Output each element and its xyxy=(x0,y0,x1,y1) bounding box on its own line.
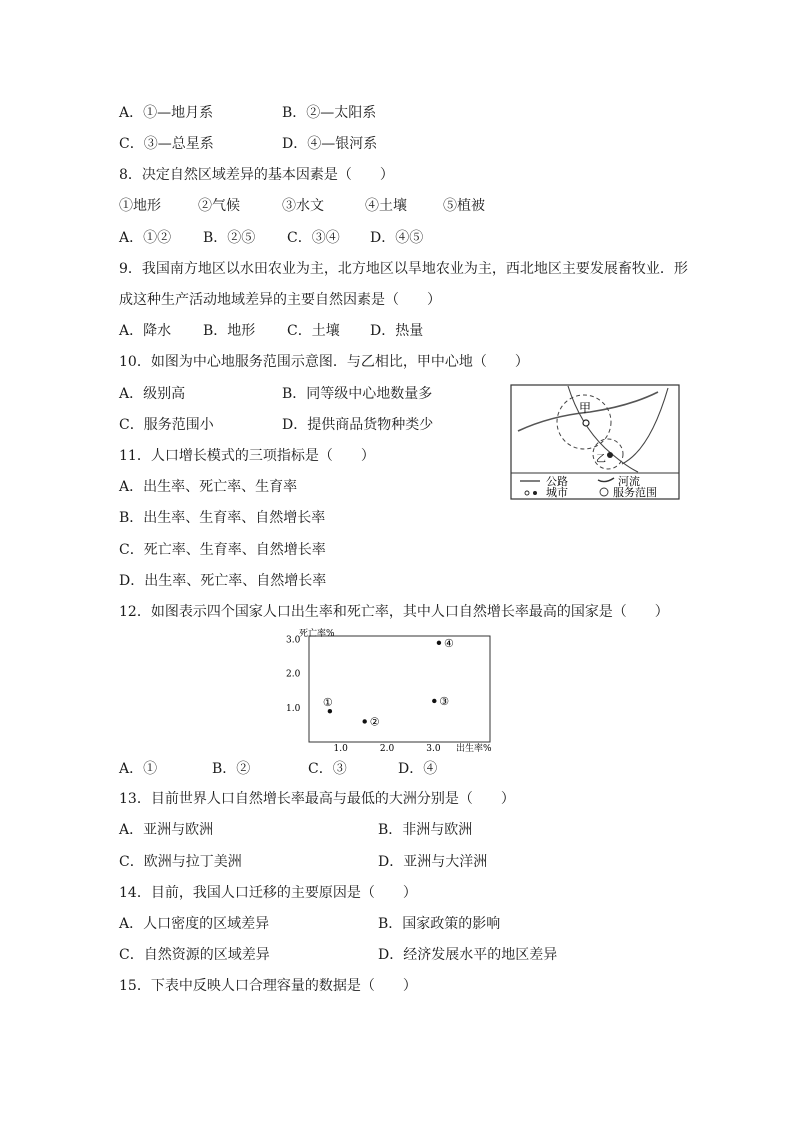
q9-option-a: A．降水 xyxy=(119,323,172,339)
q8-option-c: C．③④ xyxy=(287,230,340,246)
q10-option-c: C．服务范围小 xyxy=(119,417,214,433)
q11-option-c: C．死亡率、生育率、自然增长率 xyxy=(119,542,326,558)
q9-option-b: B．地形 xyxy=(203,323,256,339)
q12-option-a: A．① xyxy=(119,761,158,777)
q13-stem: 13．目前世界人口自然增长率最高与最低的大洲分别是（ ） xyxy=(119,791,515,807)
q13-option-c: C．欧洲与拉丁美洲 xyxy=(119,854,242,870)
q14-option-a: A．人口密度的区域差异 xyxy=(119,916,270,932)
q8-stem: 8．决定自然区域差异的基本因素是（ ） xyxy=(119,167,394,183)
q11-option-d: D．出生率、死亡率、自然增长率 xyxy=(119,573,327,589)
legend-river: 河流 xyxy=(618,475,640,488)
data-point-4 xyxy=(437,641,441,645)
q12-option-c: C．③ xyxy=(308,761,347,777)
q7-option-b: B．②—太阳系 xyxy=(282,105,377,121)
legend-road: 公路 xyxy=(546,475,568,488)
q14-option-d: D．经济发展水平的地区差异 xyxy=(378,947,558,963)
q8-item-3: ③水文 xyxy=(282,198,324,214)
data-point-label-1: ① xyxy=(322,696,333,710)
city-yi xyxy=(607,452,613,458)
x-axis-label: 出生率% xyxy=(456,744,492,754)
q8-item-2: ②气候 xyxy=(198,198,240,214)
label-yi: 乙 xyxy=(596,454,606,465)
data-point-3 xyxy=(432,699,436,703)
q10-stem: 10．如图为中心地服务范围示意图．与乙相比，甲中心地（ ） xyxy=(119,354,529,370)
q9-option-d: D．热量 xyxy=(370,323,424,339)
x-tick-label: 2.0 xyxy=(379,744,395,754)
q11-option-a: A．出生率、死亡率、生育率 xyxy=(119,479,298,495)
city-jia xyxy=(583,420,589,426)
q8-option-b: B．②⑤ xyxy=(203,230,256,246)
q13-option-d: D．亚洲与大洋洲 xyxy=(378,854,488,870)
q13-option-a: A．亚洲与欧洲 xyxy=(119,822,214,838)
data-point-label-3: ③ xyxy=(439,694,450,708)
q9-stem-line-2: 成这种生产活动地域差异的主要自然因素是（ ） xyxy=(119,292,441,308)
data-point-label-4: ④ xyxy=(443,636,454,650)
q11-stem: 11．人口增长模式的三项指标是（ ） xyxy=(119,448,375,464)
legend-service: 服务范围 xyxy=(613,486,657,499)
q14-option-b: B．国家政策的影响 xyxy=(378,916,501,932)
data-point-1 xyxy=(328,709,332,713)
y-tick-label: 3.0 xyxy=(286,635,301,646)
x-tick-label: 3.0 xyxy=(426,744,441,754)
q8-option-a: A．①② xyxy=(119,230,172,246)
q7-option-c: C．③—总星系 xyxy=(119,136,214,152)
q10-option-a: A．级别高 xyxy=(119,386,186,402)
data-point-2 xyxy=(362,719,366,723)
q8-item-1: ①地形 xyxy=(119,198,161,214)
q9-stem-line-1: 9．我国南方地区以水田农业为主，北方地区以旱地农业为主，西北地区主要发展畜牧业．形 xyxy=(119,261,688,277)
q14-option-c: C．自然资源的区域差异 xyxy=(119,947,270,963)
q9-option-c: C．土壤 xyxy=(287,323,340,339)
q7-option-d: D．④—银河系 xyxy=(282,136,378,152)
q10-option-b: B．同等级中心地数量多 xyxy=(282,386,433,402)
q8-option-d: D．④⑤ xyxy=(370,230,424,246)
q8-item-4: ④土壤 xyxy=(365,198,407,214)
x-tick-label: 1.0 xyxy=(333,744,348,754)
q12-option-d: D．④ xyxy=(398,761,438,777)
y-tick-label: 2.0 xyxy=(286,669,301,680)
legend-city: 城市 xyxy=(546,486,568,499)
q12-option-b: B．② xyxy=(212,761,251,777)
plot-frame xyxy=(309,636,490,742)
data-point-label-2: ② xyxy=(369,715,380,729)
q7-option-a: A．①—地月系 xyxy=(119,105,214,121)
q14-stem: 14．目前，我国人口迁移的主要原因是（ ） xyxy=(119,885,417,901)
y-axis-label: 死亡率% xyxy=(299,629,335,639)
q12-stem: 12．如图表示四个国家人口出生率和死亡率，其中人口自然增长率最高的国家是（ ） xyxy=(119,604,669,620)
q15-stem: 15．下表中反映人口合理容量的数据是（ ） xyxy=(119,978,417,994)
birth-death-rate-chart xyxy=(280,626,510,754)
q13-option-b: B．非洲与欧洲 xyxy=(378,822,473,838)
central-place-map xyxy=(510,384,680,500)
label-jia: 甲 xyxy=(579,401,592,415)
q11-option-b: B．出生率、生育率、自然增长率 xyxy=(119,510,326,526)
q8-item-5: ⑤植被 xyxy=(443,198,485,214)
y-tick-label: 1.0 xyxy=(286,703,301,714)
q10-option-d: D．提供商品货物种类少 xyxy=(282,417,434,433)
